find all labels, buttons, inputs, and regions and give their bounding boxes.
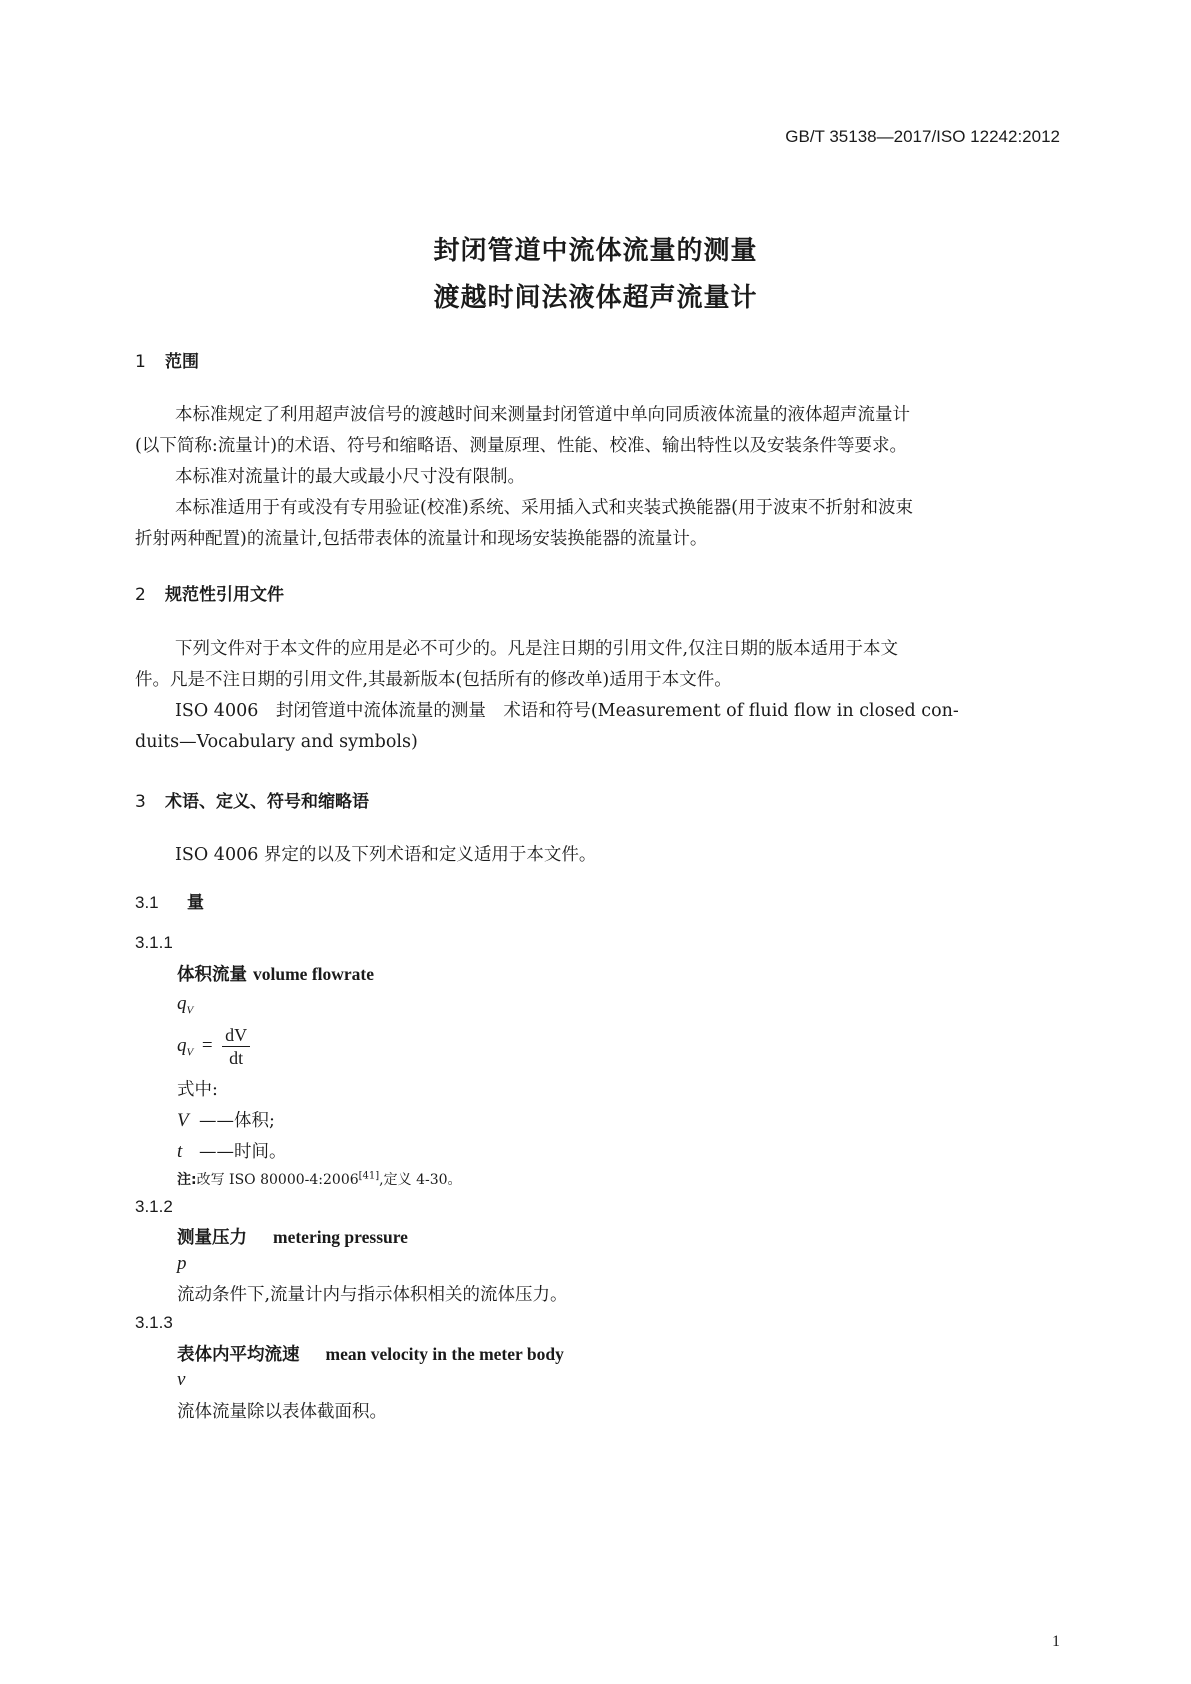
term-en: volume flowrate [253, 964, 375, 984]
term-3-1-3-heading [177, 1341, 564, 1366]
symbol: p [177, 1253, 187, 1274]
section-1-paragraph-2 [135, 462, 1058, 493]
section-title: 规范性引用文件 [165, 585, 284, 605]
text-line: 本标准适用于有或没有专用验证(校准)系统、采用插入式和夹装式换能器(用于波束不折射和波束 [175, 498, 913, 518]
text-line: 本标准对流量计的最大或最小尺寸没有限制。 [175, 467, 525, 487]
variable-symbol: t [177, 1141, 183, 1162]
symbol-subscript: V [186, 1004, 194, 1017]
document-title-line1: 封闭管道中流体流量的测量 [433, 236, 758, 266]
section-number: 1 [135, 352, 146, 372]
symbol: v [177, 1369, 186, 1390]
text-line: 折射两种配置)的流量计,包括带表体的流量计和现场安装换能器的流量计。 [135, 529, 708, 549]
variable-t-definition [177, 1138, 287, 1163]
text-line: (以下简称:流量计)的术语、符号和缩略语、测量原理、性能、校准、输出特性以及安装条件等要求。 [135, 436, 908, 456]
subsection-3-1-heading [135, 888, 204, 913]
section-number: 3 [135, 792, 146, 812]
term-3-1-1-number: 3.1.1 [135, 933, 173, 952]
term-3-1-2-definition: 流动条件下,流量计内与指示体积相关的流体压力。 [177, 1285, 568, 1305]
section-1-paragraph-3 [135, 493, 1058, 555]
term-zh: 测量压力 [177, 1228, 247, 1248]
variable-symbol: V [177, 1110, 189, 1131]
term-3-1-2-number: 3.1.2 [135, 1197, 173, 1216]
term-3-1-1-symbol [177, 993, 193, 1017]
formula-lhs-subscript: V [186, 1046, 194, 1059]
term-zh: 表体内平均流速 [177, 1345, 300, 1365]
equals-sign: = [201, 1035, 213, 1056]
term-3-1-3-symbol [177, 1369, 185, 1391]
document-title-line2: 渡越时间法液体超声流量计 [433, 283, 758, 313]
section-1-heading [135, 347, 199, 372]
variable-v-definition [177, 1107, 275, 1132]
term-3-1-3-number: 3.1.3 [135, 1313, 173, 1332]
note-text: 改写 ISO 80000-4:2006 [196, 1172, 359, 1188]
variable-description: ——体积; [199, 1111, 275, 1131]
term-3-1-3-definition: 流体流量除以表体截面积。 [177, 1402, 387, 1422]
term-3-1-2-symbol [177, 1253, 187, 1275]
term-zh: 体积流量 [177, 965, 247, 985]
variable-description: ——时间。 [199, 1142, 287, 1162]
section-1-paragraph-1 [135, 400, 1058, 462]
fraction-numerator: dV [222, 1024, 250, 1047]
section-title: 术语、定义、符号和缩略语 [165, 792, 369, 812]
standard-number: GB/T 35138—2017/ISO 12242:2012 [785, 127, 1060, 146]
term-3-1-1-heading [177, 961, 374, 986]
term-3-1-1-formula [177, 1024, 250, 1069]
section-title: 范围 [165, 352, 199, 372]
fraction [222, 1024, 250, 1069]
text-line: 本标准规定了利用超声波信号的渡越时间来测量封闭管道中单向同质液体流量的液体超声流量计 [175, 405, 910, 425]
text-line: ISO 4006 封闭管道中流体流量的测量 术语和符号(Measurement of fluid flow in closed con- [175, 701, 959, 721]
text-line: duits—Vocabulary and symbols) [135, 732, 418, 752]
note-tail: ,定义 4-30。 [379, 1172, 462, 1188]
symbol: q [177, 993, 187, 1014]
page-number: 1 [1052, 1633, 1060, 1650]
subsection-number: 3.1 [135, 893, 159, 912]
section-2-paragraph-1 [135, 634, 1058, 696]
note-reference: [41] [358, 1170, 380, 1182]
text-line: 下列文件对于本文件的应用是必不可少的。凡是注日期的引用文件,仅注日期的版本适用于本文 [175, 639, 899, 659]
where-label: 式中: [177, 1080, 218, 1100]
formula-lhs: q [177, 1035, 187, 1056]
term-3-1-2-heading [177, 1224, 408, 1249]
normative-reference-iso4006 [135, 696, 1058, 758]
subsection-title: 量 [187, 893, 204, 913]
section-number: 2 [135, 585, 146, 605]
term-en: mean velocity in the meter body [325, 1344, 564, 1364]
note-label: 注: [177, 1172, 197, 1188]
term-en: metering pressure [273, 1227, 408, 1247]
section-2-heading [135, 580, 284, 605]
section-3-heading [135, 787, 369, 812]
term-3-1-1-note [177, 1169, 462, 1189]
fraction-denominator: dt [229, 1048, 244, 1068]
section-3-paragraph-1 [135, 840, 1058, 871]
text-line: ISO 4006 界定的以及下列术语和定义适用于本文件。 [175, 845, 597, 865]
text-line: 件。凡是不注日期的引用文件,其最新版本(包括所有的修改单)适用于本文件。 [135, 670, 732, 690]
